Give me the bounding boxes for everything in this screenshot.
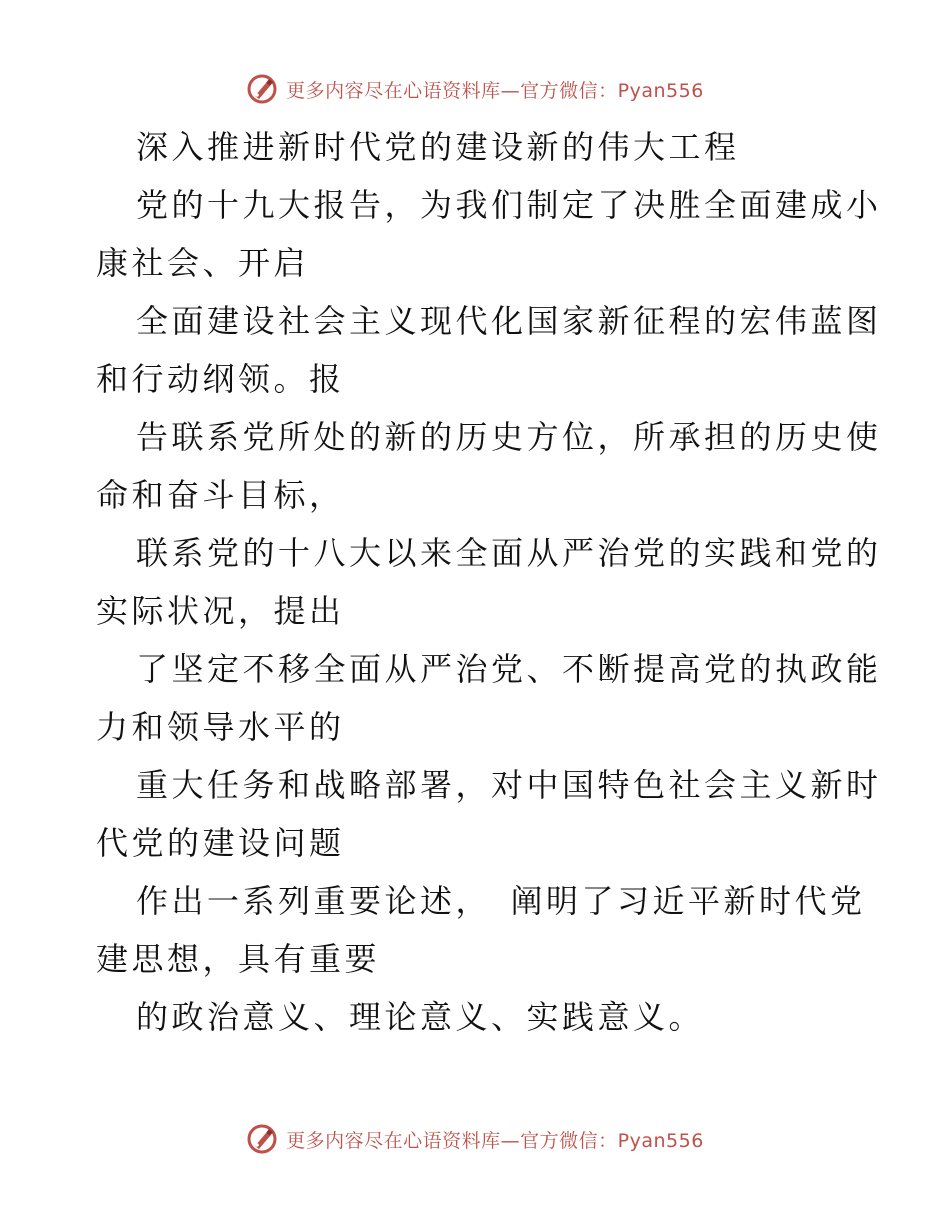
text-line: 联系党的十八大以来全面从严治党的实践和党的 xyxy=(136,534,882,572)
text-line: 实际状况，提出 xyxy=(96,592,345,630)
text-line: 了坚定不移全面从严治党、不断提高党的执政能 xyxy=(136,650,882,688)
pen-logo-icon xyxy=(246,73,278,105)
watermark-wechat-id: Pyan556 xyxy=(617,1129,704,1152)
watermark-wechat-id: Pyan556 xyxy=(617,79,704,102)
watermark-text: 更多内容尽在心语资料库—官方微信：Pyan556 xyxy=(286,1129,704,1152)
text-line: 党的十九大报告，为我们制定了决胜全面建成小 xyxy=(136,186,882,224)
text-line: 的政治意义、理论意义、实践意义。 xyxy=(136,998,705,1036)
text-line: 深入推进新时代党的建设新的伟大工程 xyxy=(136,128,740,166)
footer-watermark xyxy=(0,1121,950,1157)
text-line: 命和奋斗目标， xyxy=(96,476,345,514)
header-watermark xyxy=(0,71,950,107)
text-line: 代党的建设问题 xyxy=(96,824,345,862)
watermark-text: 更多内容尽在心语资料库—官方微信：Pyan556 xyxy=(286,79,704,102)
text-line: 重大任务和战略部署，对中国特色社会主义新时 xyxy=(136,766,882,804)
pen-logo-icon xyxy=(246,1123,278,1155)
text-line: 建思想，具有重要 xyxy=(96,940,381,978)
text-line: 全面建设社会主义现代化国家新征程的宏伟蓝图 xyxy=(136,302,882,340)
text-line: 力和领导水平的 xyxy=(96,708,345,746)
text-line: 和行动纲领。报 xyxy=(96,360,345,398)
document-body xyxy=(96,118,882,1046)
text-line: 作出一系列重要论述， 阐明了习近平新时代党 xyxy=(136,882,866,920)
text-line: 康社会、开启 xyxy=(96,244,310,282)
text-line: 告联系党所处的新的历史方位，所承担的历史使 xyxy=(136,418,882,456)
